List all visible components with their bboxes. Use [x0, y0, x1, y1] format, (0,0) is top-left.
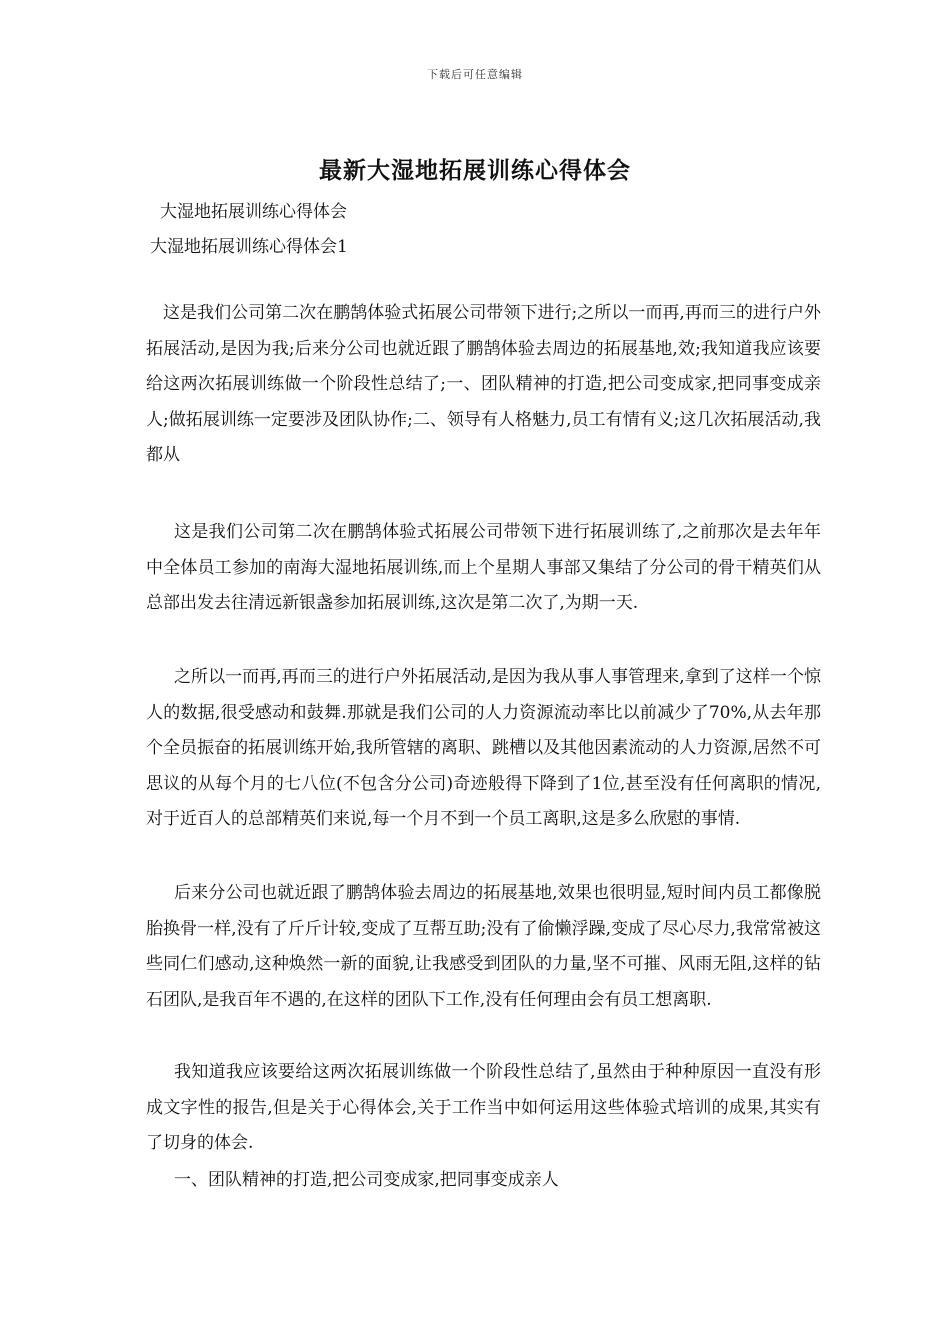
section-heading: 大湿地拓展训练心得体会1 [150, 237, 348, 257]
body-paragraph: 这是我们公司第二次在鹏鹄体验式拓展公司带领下进行拓展训练了,之前那次是去年年中全体员工参加的南海大湿地拓展训练,而上个星期人事部又集结了分公司的骨干精英们从总部出发去往清远新银盏参加拓展训练,这次是第二次了,为期一天. [146, 522, 821, 613]
body-paragraph: 后来分公司也就近跟了鹏鹄体验去周边的拓展基地,效果也很明显,短时间内员工都像脱胎换骨一样,没有了斤斤计较,变成了互帮互助;没有了偷懒浮躁,变成了尽心尽力,我常常被这些同仁们感动,这种焕然一新的面貌,让我感受到团队的力量,坚不可摧、风雨无阻,这样的钻石团队,是我百年不遇的,在这样的团队下工作,没有任何理由会有员工想离职. [146, 883, 821, 1010]
body-paragraph: 一、团队精神的打造,把公司变成家,把同事变成亲人 [174, 1170, 559, 1190]
body-paragraph: 之所以一而再,再而三的进行户外拓展活动,是因为我从事人事管理来,拿到了这样一个惊人的数据,很受感动和鼓舞.那就是我们公司的人力资源流动率比以前减少了70%,从去年那个全员振奋的拓展训练开始,我所管辖的离职、跳槽以及其他因素流动的人力资源,居然不可思议的从每个月的七八位(不包含分公司)奇迹般得下降到了1位,甚至没有任何离职的情况,对于近百人的总部精英们来说,每一个月不到一个员工离职,这是多么欣慰的事情. [146, 667, 821, 829]
document-title: 最新大湿地拓展训练心得体会 [319, 158, 631, 184]
document-subtitle: 大湿地拓展训练心得体会 [160, 202, 347, 222]
header-note: 下载后可任意编辑 [427, 68, 523, 81]
summary-paragraph: 这是我们公司第二次在鹏鹄体验式拓展公司带领下进行;之所以一而再,再而三的进行户外拓展活动,是因为我;后来分公司也就近跟了鹏鹄体验去周边的拓展基地,效;我知道我应该要给这两次拓展训练做一个阶段性总结了;一、团队精神的打造,把公司变成家,把同事变成亲人;做拓展训练一定要涉及团队协作;二、领导有人格魅力,员工有情有义;这几次拓展活动,我都从 [146, 303, 821, 465]
body-paragraph: 我知道我应该要给这两次拓展训练做一个阶段性总结了,虽然由于种种原因一直没有形成文字性的报告,但是关于心得体会,关于工作当中如何运用这些体验式培训的成果,其实有了切身的体会. [146, 1062, 821, 1153]
